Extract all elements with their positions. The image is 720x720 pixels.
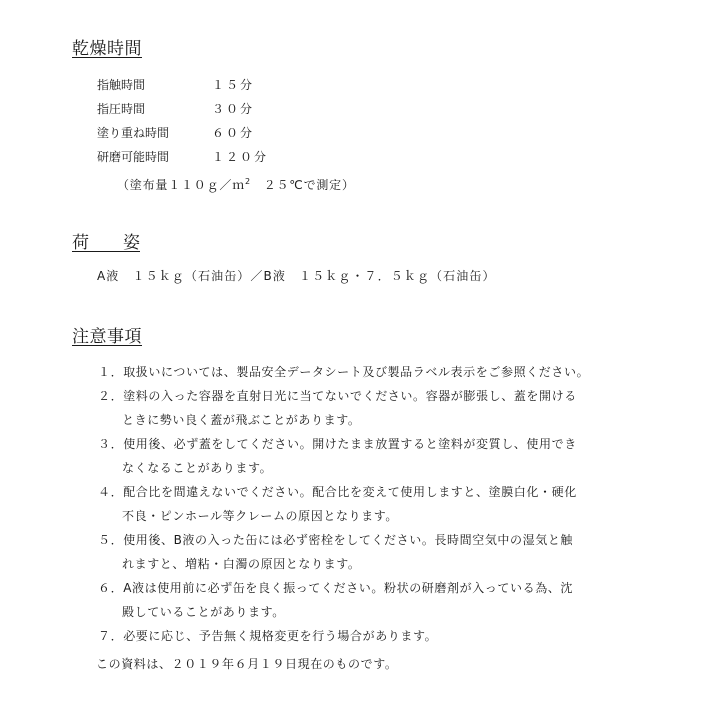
caution-item-continuation: 殿していることがあります。 [122, 605, 285, 619]
drying-row-value: １５分 [212, 78, 255, 92]
packing-heading: 荷 姿 [72, 233, 140, 253]
packing-line: A液 １５ｋｇ（石油缶）／B液 １５ｋｇ・７．５ｋｇ（石油缶） [97, 269, 496, 283]
drying-measurement-note [117, 174, 355, 193]
caution-item [98, 480, 638, 528]
caution-item-text: ６．A液は使用前に必ず缶を良く振ってください。粉状の研磨剤が入っている為、沈 [98, 581, 574, 595]
drying-row [97, 125, 254, 141]
drying-note-superscript: 2 [245, 177, 251, 186]
caution-item-text: ７．必要に応じ、予告無く規格変更を行う場合があります。 [98, 629, 438, 643]
drying-note-post: ２５℃で測定） [250, 178, 355, 192]
caution-item-text: ３．使用後、必ず蓋をしてください。開けたまま放置すると塗料が変質し、使用でき [98, 437, 577, 451]
caution-item [98, 360, 638, 384]
drying-row-label: 指圧時間 [97, 102, 146, 116]
caution-item-continuation: 不良・ピンホール等クレームの原因となります。 [122, 509, 399, 523]
caution-item-text: ５．使用後、B液の入った缶には必ず密栓をしてください。長時間空気中の湿気と触 [98, 533, 574, 547]
caution-item-text: ４．配合比を間違えないでください。配合比を変えて使用しますと、塗膜白化・硬化 [98, 485, 577, 499]
drying-row-label: 指触時間 [97, 78, 146, 92]
caution-item-text: １．取扱いについては、製品安全データシート及び製品ラベル表示をご参照ください。 [98, 365, 590, 379]
drying-row-value: ３０分 [212, 102, 255, 116]
drying-row-label: 塗り重ね時間 [97, 126, 170, 140]
drying-row-label: 研磨可能時間 [97, 150, 170, 164]
caution-item [98, 528, 638, 576]
drying-heading: 乾燥時間 [72, 39, 142, 59]
caution-item-continuation: ときに勢い良く蓋が飛ぶことがあります。 [122, 413, 361, 427]
caution-item-continuation: なくなることがあります。 [122, 461, 273, 475]
drying-row [97, 77, 254, 93]
drying-row-value: １２０分 [212, 150, 269, 164]
drying-note-pre: （塗布量１１０ｇ／ｍ [117, 178, 246, 192]
drying-row-value: ６０分 [212, 126, 255, 140]
caution-item [98, 624, 638, 648]
drying-row [97, 101, 254, 117]
caution-item-text: ２．塗料の入った容器を直射日光に当てないでください。容器が膨張し、蓋を開ける [98, 389, 577, 403]
caution-item [98, 432, 638, 480]
caution-item [98, 576, 638, 624]
caution-item-continuation: れますと、増粘・白濁の原因となります。 [122, 557, 361, 571]
document-date-note: この資料は、２０１９年６月１９日現在のものです。 [96, 657, 398, 671]
drying-row [97, 149, 268, 165]
caution-item [98, 384, 638, 432]
cautions-heading: 注意事項 [72, 327, 142, 347]
